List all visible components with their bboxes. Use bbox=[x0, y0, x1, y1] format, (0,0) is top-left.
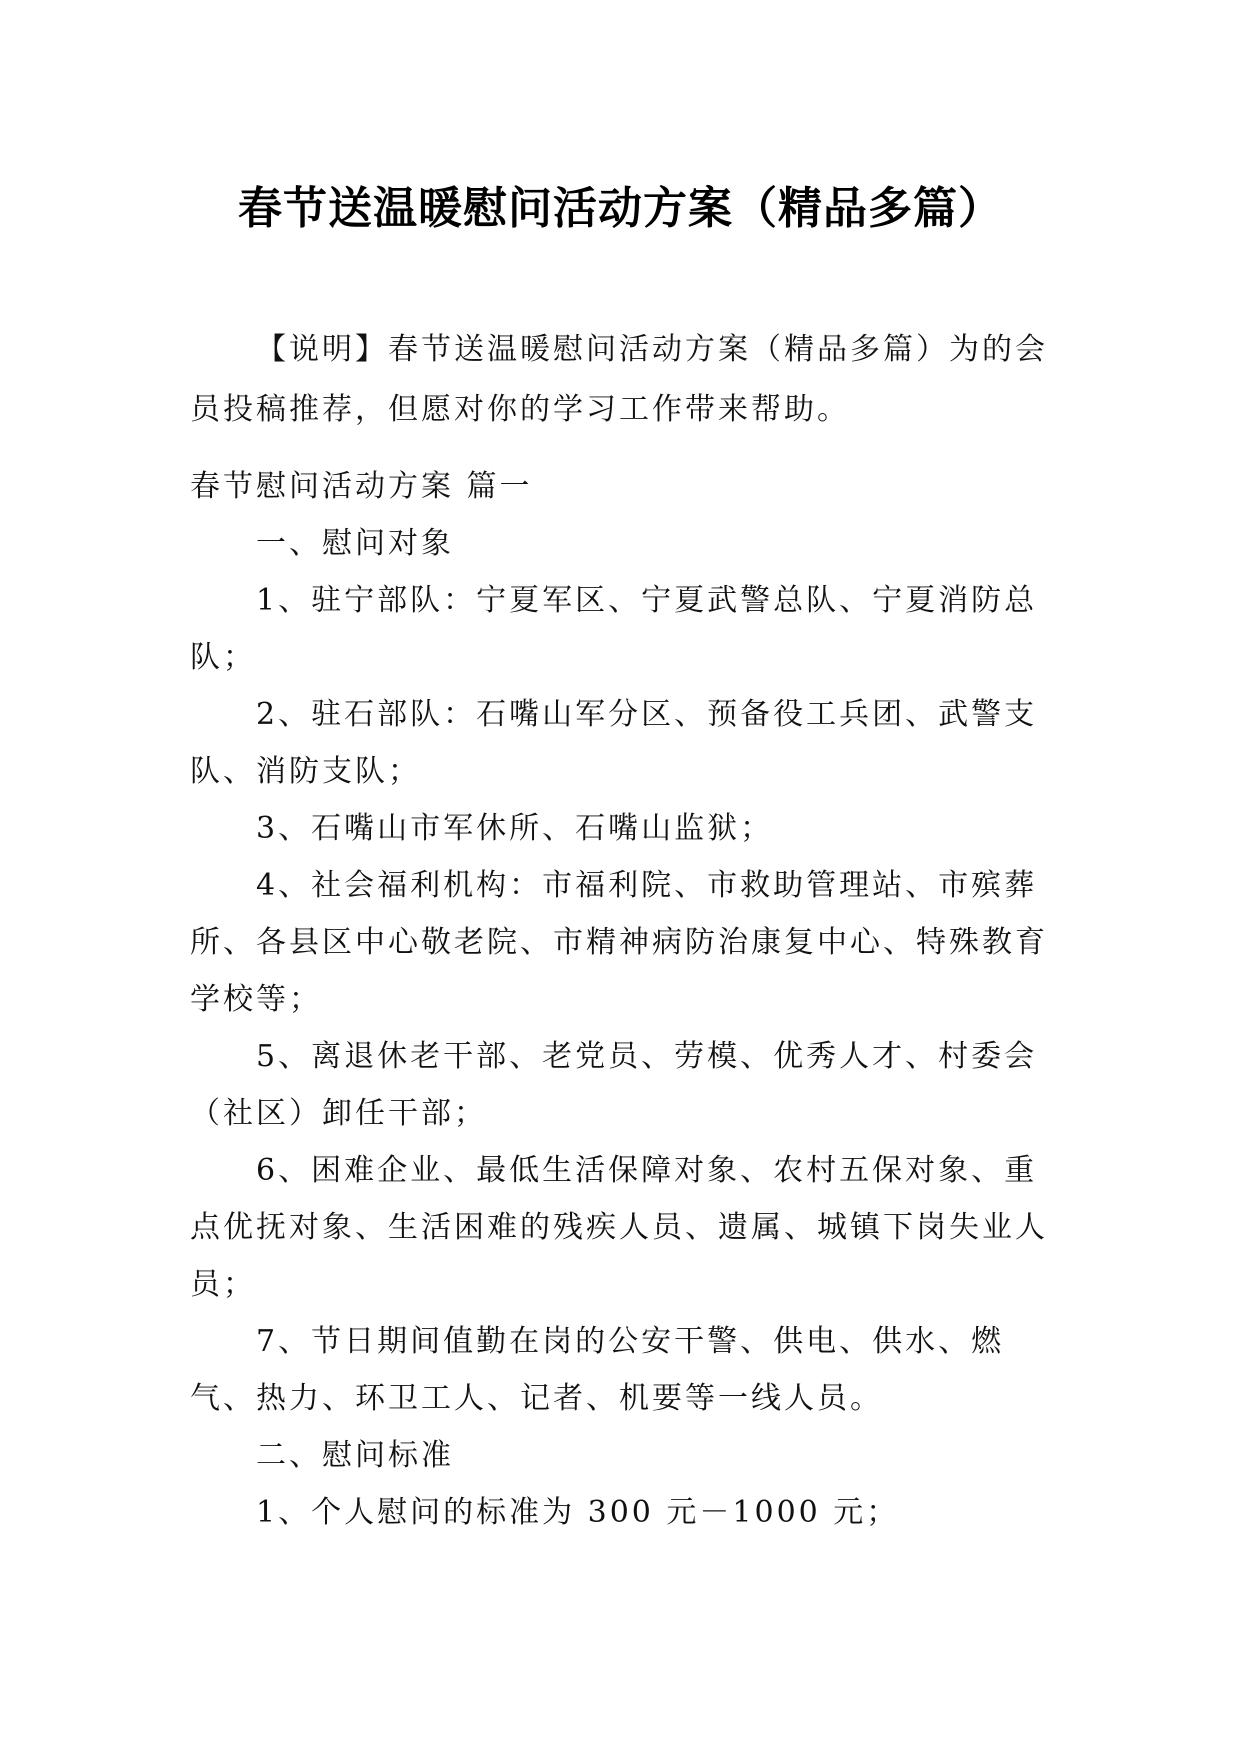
document-note: 【说明】春节送温暖慰问活动方案（精品多篇）为的会员投稿推荐，但愿对你的学习工作带来帮助。 bbox=[190, 332, 1048, 427]
list-item: 6、困难企业、最低生活保障对象、农村五保对象、重点优抚对象、生活困难的残疾人员、遗属、城镇下岗失业人员； bbox=[190, 1153, 1048, 1302]
list-item: 2、驻石部队：石嘴山军分区、预备役工兵团、武警支队、消防支队； bbox=[190, 697, 1038, 789]
heading-standards: 二、慰问标准 bbox=[256, 1438, 454, 1473]
list-item: 7、节日期间值勤在岗的公安干警、供电、供水、燃气、热力、环卫工人、记者、机要等一线人员。 bbox=[190, 1324, 1005, 1416]
document-title: 春节送温暖慰问活动方案（精品多篇） bbox=[238, 183, 1003, 235]
list-item: 5、离退休老干部、老党员、劳模、优秀人才、村委会（社区）卸任干部； bbox=[190, 1039, 1038, 1131]
list-item: 1、驻宁部队：宁夏军区、宁夏武警总队、宁夏消防总队； bbox=[190, 583, 1038, 675]
list-item: 4、社会福利机构：市福利院、市救助管理站、市殡葬所、各县区中心敬老院、市精神病防治康复中心、特殊教育学校等； bbox=[190, 868, 1048, 1017]
list-item: 3、石嘴山市军休所、石嘴山监狱； bbox=[256, 811, 774, 846]
heading-objects: 一、慰问对象 bbox=[256, 526, 454, 561]
document-content bbox=[190, 458, 1060, 1541]
section-title: 春节慰问活动方案 篇一 bbox=[190, 469, 533, 504]
list-item: 1、个人慰问的标准为 300 元－1000 元； bbox=[256, 1495, 900, 1530]
